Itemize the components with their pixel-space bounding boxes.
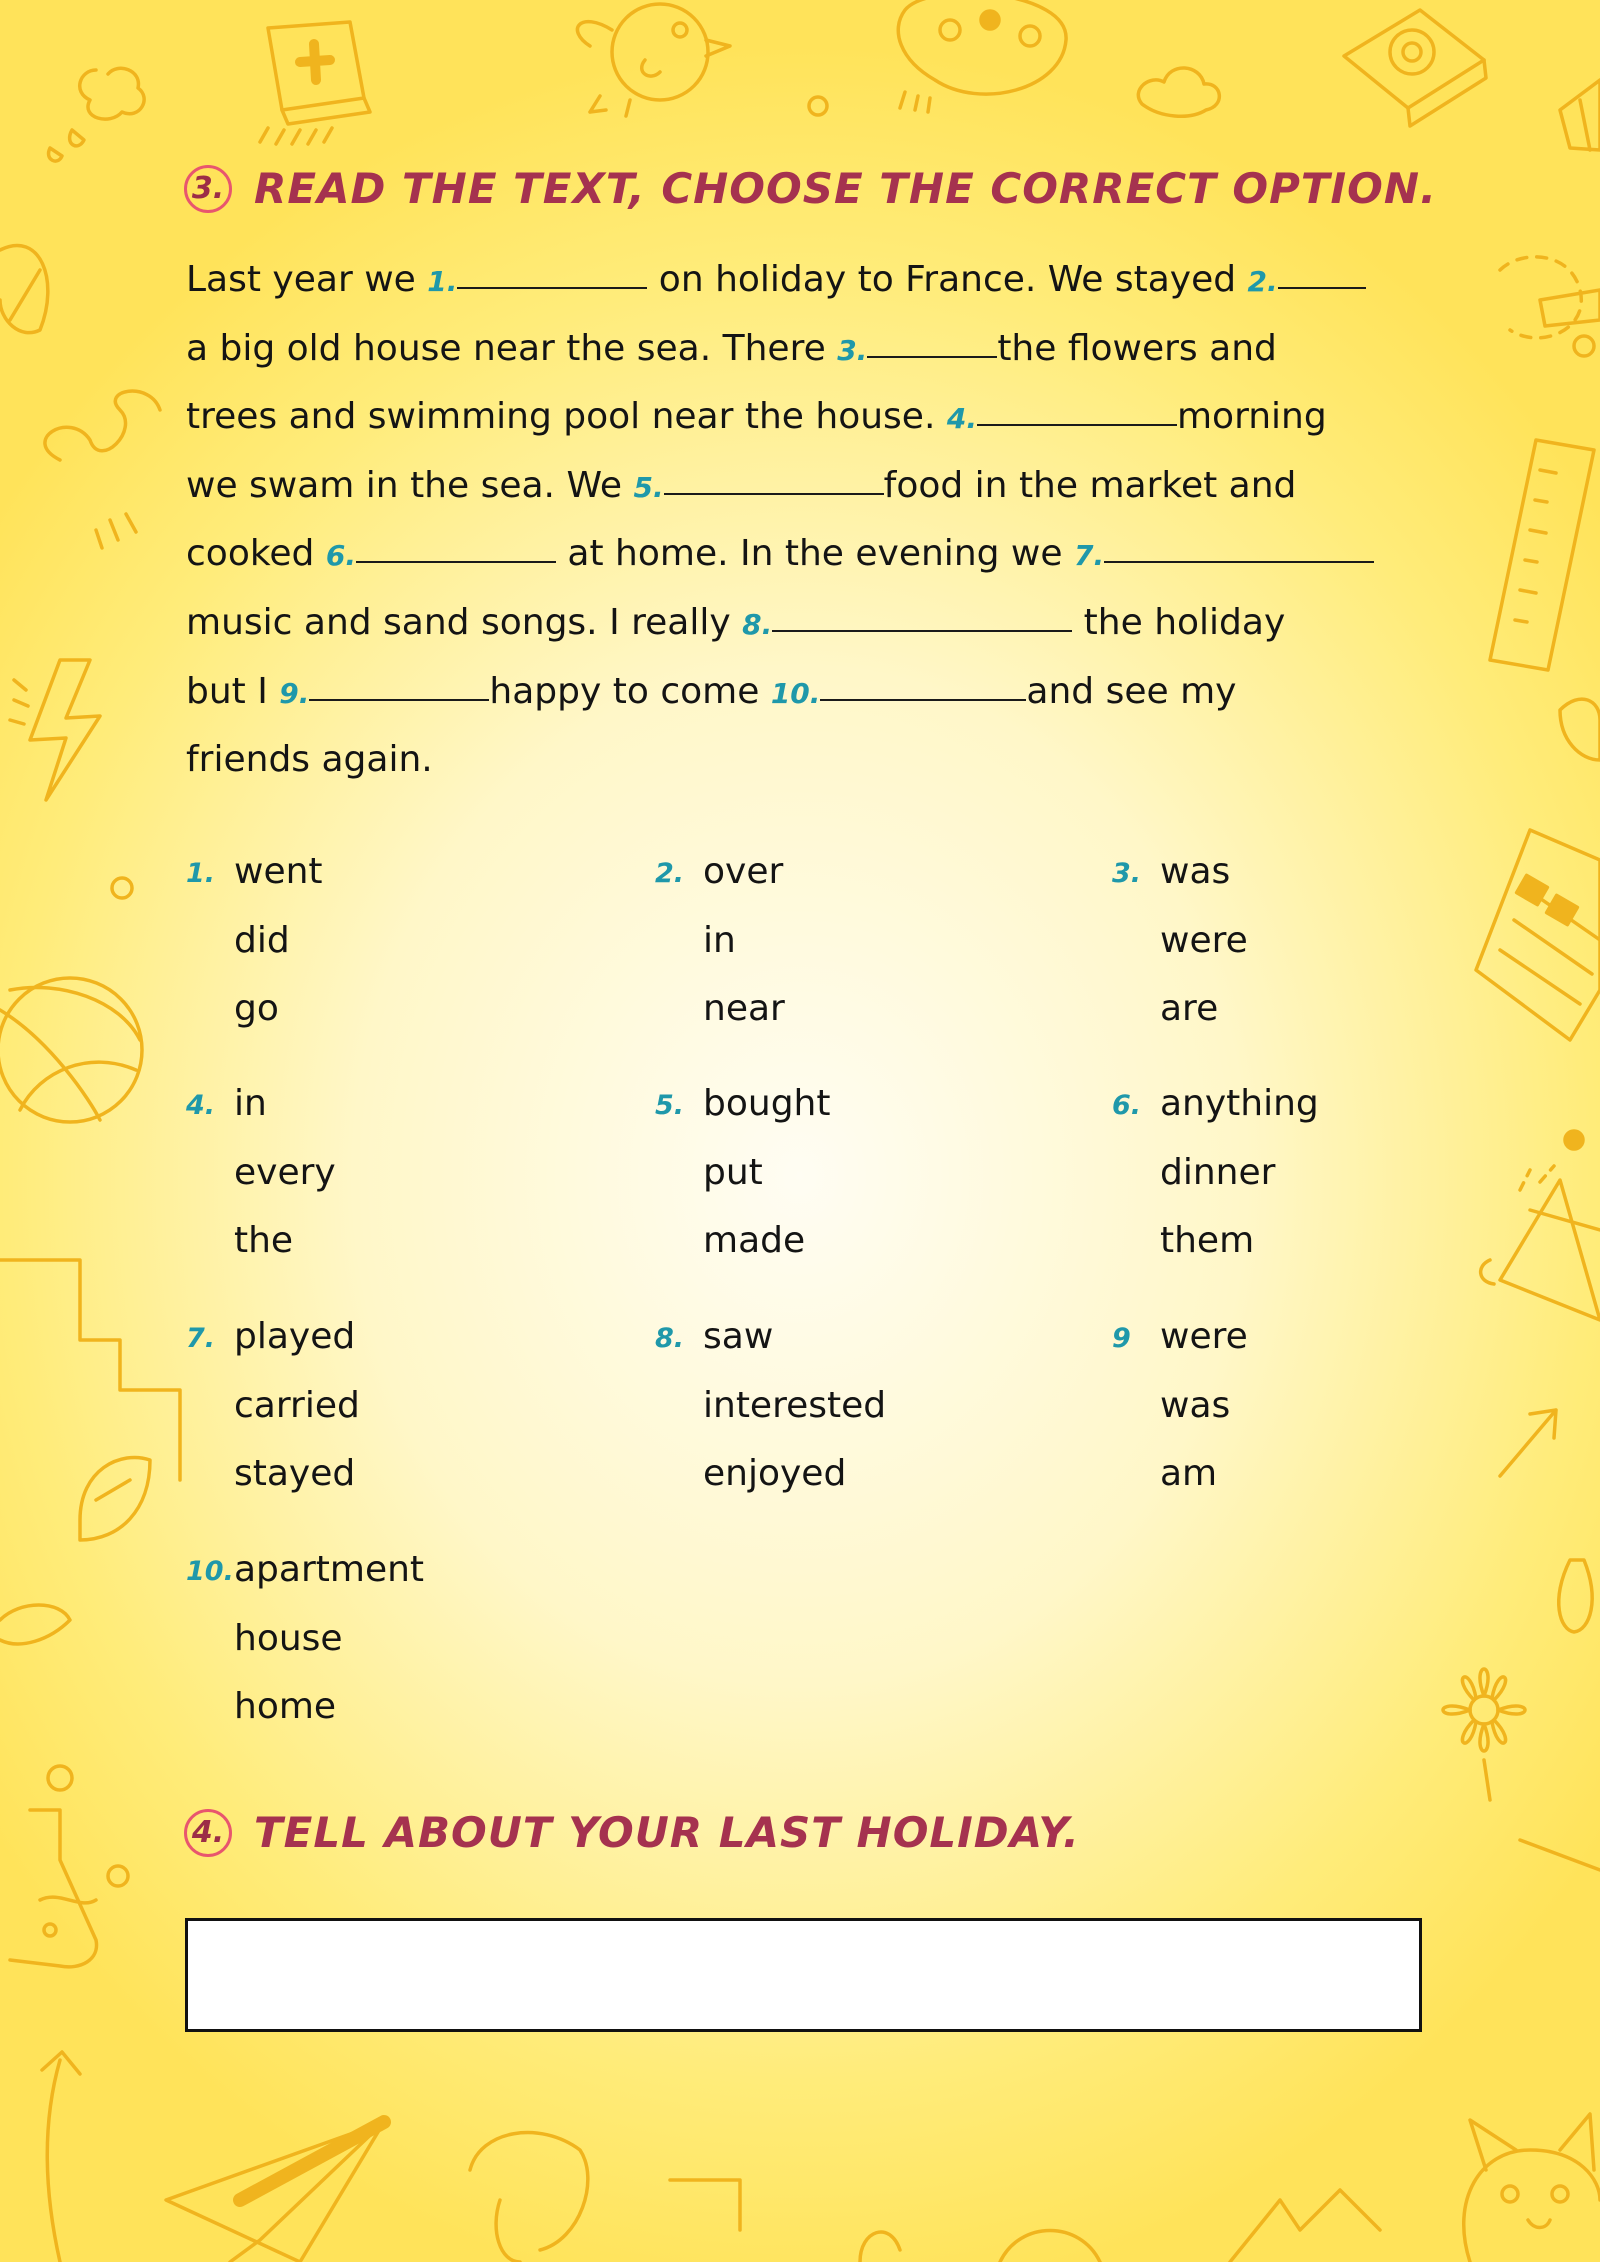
- gap-blank[interactable]: [356, 560, 556, 563]
- gap-blank[interactable]: [867, 355, 997, 358]
- gap-blank[interactable]: [772, 629, 1072, 632]
- gap-blank[interactable]: [664, 492, 884, 495]
- passage-text: friends again.: [186, 739, 433, 781]
- gap-number: 10.: [770, 676, 821, 710]
- exercise-4-title: TELL ABOUT YOUR LAST HOLIDAY.: [254, 1808, 1080, 1857]
- cloud-icon: [1138, 68, 1219, 116]
- passage-text: on holiday to France. We stayed: [647, 259, 1248, 300]
- paper-plane-icon: [166, 2122, 384, 2262]
- option-choice[interactable]: was: [1160, 1384, 1231, 1426]
- option-choice[interactable]: were: [1160, 1316, 1248, 1357]
- bird-icon: [577, 4, 730, 116]
- gap-number: 5.: [633, 470, 664, 504]
- passage-line: [186, 589, 1426, 658]
- passage-text: we swam in the sea. We: [186, 464, 634, 506]
- option-group-number: 6.: [1112, 1090, 1142, 1121]
- option-choice[interactable]: am: [1160, 1453, 1218, 1494]
- option-group-number: 10.: [186, 1556, 234, 1587]
- gap-number: 8.: [742, 607, 773, 641]
- exercise-4-heading: [184, 1808, 1080, 1857]
- option-choice[interactable]: did: [234, 919, 290, 961]
- exercise-4-number-badge: 4.: [184, 1809, 232, 1857]
- option-choice[interactable]: are: [1160, 988, 1219, 1029]
- passage-text: cooked: [186, 533, 326, 575]
- passage-line: [186, 246, 1426, 315]
- gap-blank[interactable]: [457, 286, 647, 289]
- at-sign-box-icon: [1344, 10, 1486, 126]
- option-choice[interactable]: home: [234, 1686, 337, 1727]
- passage-text: morning: [1176, 396, 1327, 438]
- option-choice[interactable]: go: [234, 988, 279, 1029]
- option-group-number: 9: [1112, 1323, 1131, 1354]
- option-choice[interactable]: over: [703, 851, 784, 892]
- option-choice[interactable]: saw: [703, 1316, 774, 1357]
- option-choice[interactable]: was: [1160, 851, 1231, 892]
- option-group-number: 5.: [655, 1090, 685, 1121]
- flask-icon: [10, 1766, 97, 1967]
- ruler-icon: [1490, 440, 1594, 670]
- passage-line: [186, 726, 1426, 795]
- passage-text: trees and swimming pool near the house.: [186, 396, 947, 438]
- option-group-number: 1.: [186, 858, 216, 889]
- passage-text: the holiday: [1072, 601, 1286, 643]
- gap-blank[interactable]: [1104, 560, 1374, 563]
- option-choice[interactable]: dinner: [1160, 1151, 1276, 1193]
- option-group-number: 7.: [186, 1323, 216, 1354]
- option-choice[interactable]: enjoyed: [703, 1453, 847, 1494]
- option-choice[interactable]: played: [234, 1316, 356, 1357]
- passage-line: [186, 315, 1426, 384]
- option-choice[interactable]: in: [703, 919, 736, 961]
- gap-blank[interactable]: [820, 698, 1026, 701]
- lightning-icon: [30, 660, 100, 800]
- passage-line: [186, 520, 1426, 589]
- exercise-3-number-badge: 3.: [184, 165, 232, 213]
- exercise-3-heading: [184, 164, 1437, 213]
- passage-text: Last year we: [186, 259, 428, 300]
- paper-boat-icon: [1560, 80, 1600, 150]
- cloze-passage: [186, 246, 1426, 795]
- gap-number: 4.: [946, 402, 977, 436]
- option-choice[interactable]: anything: [1160, 1083, 1319, 1124]
- option-choice[interactable]: interested: [703, 1384, 887, 1426]
- option-choice[interactable]: near: [703, 988, 785, 1029]
- option-group-number: 8.: [655, 1323, 685, 1354]
- gap-blank[interactable]: [977, 423, 1177, 426]
- passage-text: a big old house near the sea. There: [186, 327, 838, 369]
- passage-text: food in the market and: [883, 464, 1297, 506]
- gap-blank[interactable]: [1278, 286, 1366, 289]
- swirl-icon: [45, 391, 160, 460]
- option-choice[interactable]: went: [234, 851, 323, 892]
- passage-line: [186, 383, 1426, 452]
- option-choice[interactable]: the: [234, 1220, 294, 1261]
- option-choice[interactable]: them: [1160, 1220, 1255, 1261]
- option-choice[interactable]: apartment: [234, 1549, 425, 1590]
- option-choice[interactable]: were: [1160, 919, 1248, 961]
- gap-number: 7.: [1073, 539, 1105, 573]
- exercise-3-title: READ THE TEXT, CHOOSE THE CORRECT OPTION.: [254, 164, 1437, 213]
- passage-line: [186, 452, 1426, 521]
- gap-number: 1.: [427, 265, 458, 298]
- palette-icon: [898, 0, 1066, 112]
- option-choice[interactable]: in: [234, 1083, 267, 1124]
- passage-text: music and sand songs. I really: [186, 601, 743, 643]
- option-choice[interactable]: house: [234, 1617, 343, 1659]
- passage-text: but I: [186, 670, 280, 712]
- option-group-number: 4.: [186, 1090, 216, 1121]
- passage-line: [186, 658, 1426, 727]
- option-choice[interactable]: put: [703, 1151, 763, 1193]
- gap-number: 3.: [837, 333, 868, 367]
- keyboard-icon: [1476, 830, 1600, 1040]
- option-choice[interactable]: stayed: [234, 1453, 356, 1494]
- option-choice[interactable]: carried: [234, 1384, 360, 1426]
- holiday-answer-box[interactable]: [185, 1918, 1422, 2032]
- passage-text: at home. In the evening we: [555, 533, 1074, 575]
- option-group-number: 3.: [1112, 858, 1142, 889]
- first-aid-box-icon: [260, 22, 370, 144]
- flower-icon: [1443, 1669, 1525, 1800]
- option-choice[interactable]: bought: [703, 1083, 831, 1124]
- passage-text: and see my: [1026, 670, 1237, 712]
- option-group-number: 2.: [655, 858, 685, 889]
- option-choice[interactable]: made: [703, 1220, 806, 1261]
- gap-blank[interactable]: [309, 698, 489, 701]
- ball-icon: [0, 978, 142, 1122]
- option-choice[interactable]: every: [234, 1151, 336, 1193]
- passage-text: happy to come: [489, 670, 771, 712]
- passage-text: the flowers and: [997, 327, 1277, 369]
- gap-number: 6.: [325, 539, 356, 573]
- cat-icon: [1464, 2114, 1600, 2262]
- gap-number: 9.: [279, 676, 310, 710]
- gap-number: 2.: [1247, 265, 1278, 298]
